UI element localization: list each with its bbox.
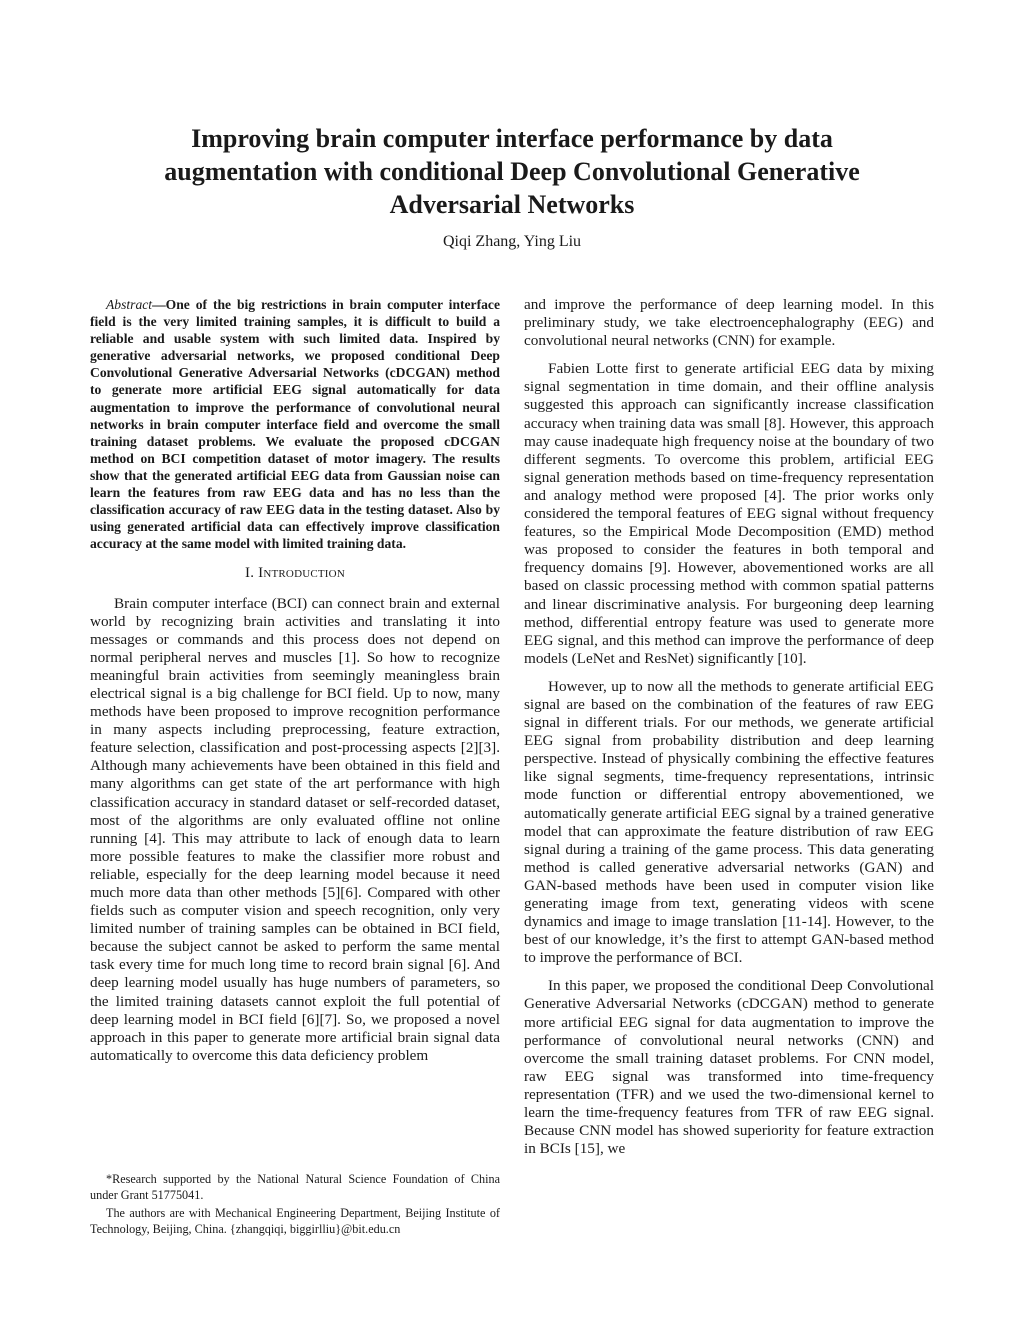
footnotes <box>90 1172 500 1240</box>
section-heading-introduction <box>90 564 500 582</box>
section-number: I. <box>245 565 255 582</box>
intro-paragraph-1: Brain computer interface (BCI) can connect brain and external world by recognizing brain activities and translating it into messages or commands and this process does not depend on normal peripheral nerves and muscles [1]. So how to recognize meaningful brain activities from seemingly meaningless brain electrical signal is a big challenge for BCI field. Up to now, many methods have been proposed to improve recognition performance in many aspects including preprocessing, feature extraction, feature selection, classification and post-processing aspects [2][3]. Although many achievements have been obtained in this field and many algorithms can get state of the art performance with high classification accuracy in standard dataset or self-recorded dataset, most of the algorithms are only evaluated offline not online running [4]. This may attribute to lack of enough data to learn more possible features to make the classifier more robust and reliable, especially for the deep learning model because it need much more data than other methods [5][6]. Compared with other fields such as computer vision and speech recognition, only very limited number of training samples can be obtained in BCI field, because the subject cannot be asked to perform the same mental task every time for much long time to record brain signal [6]. And deep learning model usually has huge numbers of parameters, so the limited training datasets cannot exploit the full potential of deep learning model in BCI field [6][7]. So, we proposed a novel approach in this paper to generate more artificial brain signal data automatically to overcome this data deficiency problem <box>90 594 500 1064</box>
right-column <box>524 296 934 1168</box>
paper-title: Improving brain computer interface performance by data augmentation with conditional Deep Convolutional Generative Adversarial Networks <box>164 124 860 219</box>
author-names: Qiqi Zhang, Ying Liu <box>442 233 582 250</box>
section-title: Introduction <box>258 565 345 582</box>
abstract-label: Abstract <box>106 297 153 312</box>
footnote-affiliation: The authors are with Mechanical Engineering Department, Beijing Institute of Technology, Beijing, China. {zhangqiqi, biggirlliu}@bit.edu.cn <box>90 1206 500 1236</box>
abstract <box>90 296 500 552</box>
left-column <box>90 296 500 1075</box>
footnote-funding: *Research supported by the National Natural Science Foundation of China under Grant 51775041. <box>90 1172 500 1202</box>
intro-paragraph-4: In this paper, we proposed the conditional Deep Convolutional Generative Adversarial Networks (cDCGAN) method to generate more artificial EEG signal for data augmentation to improve the performance of convolutional neural networks (CNN) and overcome the small training dataset problems. For CNN model, raw EEG signal was transformed into time-frequency representation (TFR) and we used the two-dimensional kernel to learn the time-frequency features from TFR of raw EEG signal. Because CNN model has showed superiority for feature extraction in BCIs [15], we <box>524 977 934 1158</box>
intro-paragraph-2: Fabien Lotte first to generate artificial EEG data by mixing signal segmentation in time domain, and their offline analysis suggested this approach can significantly increase classification accuracy when training data was small [8]. However, this approach may cause inadequate high frequency noise at the boundary of two different segments. To overcome this problem, artificial EEG signal generation methods based on time-frequency representation and analogy method were proposed [4]. The prior works only considered the temporal features of EEG signal without frequency features, so the Empirical Mode Decomposition (EMD) method was proposed to consider the features in both temporal and frequency domains [9]. However, abovementioned works are all based on classic processing method with common spatial patterns and linear discriminative analysis. For burgeoning deep learning method, differential entropy feature was used to generate more EEG signal, and this method can improve the performance of deep models (LeNet and ResNet) significantly [10]. <box>524 360 934 667</box>
abstract-dash: — <box>152 297 166 312</box>
abstract-text: One of the big restrictions in brain computer interface field is the very limited training samples, it is difficult to build a reliable and usable system with such limited data. Inspired by generative adversarial networks, we proposed conditional Deep Convolutional Generative Adversarial Networks (cDCGAN) method to generate more artificial EEG signal automatically for data augmentation to improve the performance of convolutional neural networks in brain computer interface field and overcome the small training dataset problems. We evaluate the proposed cDCGAN method on BCI competition dataset of motor imagery. The results show that the generated artificial EEG data from Gaussian noise can learn the features from raw EEG data and has no less than the classification accuracy of raw EEG data in the testing dataset. Also by using generated artificial data can effectively improve classification accuracy at the same model with limited training data. <box>90 297 500 552</box>
intro-paragraph-3: However, up to now all the methods to generate artificial EEG signal are based on the combination of the features of raw EEG signal in different trials. For our methods, we generate artificial EEG signal from probability distribution and deep learning perspective. Instead of physically combining the effective features like signal segments, time-frequency representations, intrinsic mode function or differential entropy abovementioned, we automatically generate artificial EEG signal by a trained generative model that can approximate the feature distribution of raw EEG signal during a training of the game process. This data generating method is called generative adversarial networks (GAN) and GAN-based methods have been used in computer vision like generating image from text, generating videos with scene dynamics and image to image translation [11-14]. However, to the best of our knowledge, it’s the first to attempt GAN-based method to improve the performance of BCI. <box>524 677 934 967</box>
continued-paragraph: and improve the performance of deep learning model. In this preliminary study, we take electroencephalography (EEG) and convolutional neural networks (CNN) for example. <box>524 296 934 350</box>
